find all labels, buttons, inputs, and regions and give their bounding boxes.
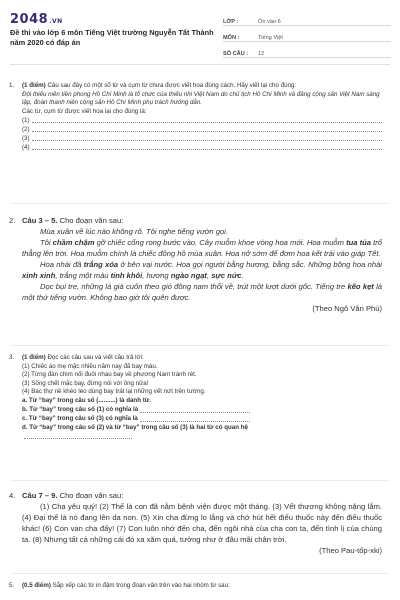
question-3 bbox=[9, 354, 382, 441]
blank-label: (3) bbox=[22, 134, 30, 142]
document-title: Đề thi vào lớp 6 môn Tiếng Việt trường Nguyễn Tất Thành năm 2020 có đáp án bbox=[10, 28, 214, 47]
info-label: LỚP : bbox=[223, 19, 239, 25]
info-label: MÔN : bbox=[223, 35, 240, 41]
dotted-line bbox=[140, 406, 250, 413]
question-instruction: Các từ, cụm từ được viết hoa lại cho đúng là: bbox=[22, 107, 147, 115]
question-heading: Câu 3 – 5. bbox=[22, 216, 58, 225]
answer-line-3[interactable] bbox=[22, 134, 382, 143]
info-row-count bbox=[223, 46, 391, 58]
passage: (1) Cha yêu quý! (2) Thế là con đã nằm bệnh viện được một tháng. (3) Vết thương không nặng lắm. (4) Đại thể là nó đang lên da non. (5) Xin cha đừng lo lắng và chớ hút hết điếu thuốc này đến điếu thuốc khác! (6) Con van cha đấy! (7) Con luôn nhớ đến cha, đến ngôi nhà của cha con ta, đến tình lị của chúng ta. (8) Nhưng tất cả những cái đó xa xăm quá, tưởng như ở đâu mãi chân trời. bbox=[22, 502, 382, 544]
info-row-subject bbox=[223, 30, 391, 42]
blank-label: (2) bbox=[22, 125, 30, 133]
info-value: 12 bbox=[258, 51, 265, 57]
info-label: SỐ CÂU : bbox=[223, 51, 249, 57]
dotted-line bbox=[32, 134, 382, 141]
header-divider bbox=[10, 64, 390, 65]
passage-paragraph-3 bbox=[22, 259, 382, 281]
sub-a-text-end: ) là danh từ. bbox=[115, 396, 151, 404]
sub-d-answer-line[interactable] bbox=[22, 432, 132, 441]
dotted-line bbox=[24, 432, 132, 439]
sub-a-text: a. Từ “bay” trong câu số ( bbox=[22, 396, 99, 404]
passage-text: Tôi bbox=[40, 238, 53, 247]
passage-text: là một thứ tiếng vườn. Không bao giờ tôi quên được. bbox=[22, 282, 383, 302]
highlighted-word: chầm chậm bbox=[52, 238, 95, 247]
answer-line-1[interactable] bbox=[22, 116, 382, 125]
sentence-2: (2) Từng đàn chim nối đuôi nhau bay về phương Nam tránh rét. bbox=[22, 371, 197, 379]
question-heading-rest: Cho đoạn văn sau: bbox=[57, 491, 124, 500]
dotted-line bbox=[32, 125, 382, 132]
site-logo[interactable] bbox=[10, 12, 63, 27]
answer-line-4[interactable] bbox=[22, 143, 382, 152]
passage-paragraph-1: Mùa xuân về lúc nào không rõ. Tôi nghe tiếng vườn gọi. bbox=[40, 227, 228, 236]
question-prompt: Sắp xếp các từ in đậm trong đoạn văn trên vào hai nhóm từ sau: bbox=[50, 582, 230, 589]
sub-question-d: d. Từ “bay” trong câu số (2) và từ “bay” trong câu số (3) là hai từ có quan hệ bbox=[22, 423, 248, 431]
logo-main: 2048 bbox=[10, 12, 49, 27]
sub-question-c[interactable] bbox=[22, 415, 382, 424]
passage-text: , bbox=[206, 271, 212, 280]
sub-question-a bbox=[22, 397, 382, 406]
question-points: (1 điểm) bbox=[22, 354, 46, 361]
sub-b-text: b. Từ “bay” trong câu số (1) có nghĩa là bbox=[22, 405, 139, 413]
dotted-line bbox=[32, 116, 382, 123]
question-heading: Câu 7 – 9. bbox=[22, 491, 58, 500]
question-5 bbox=[9, 582, 382, 591]
passage-text: Dọc bụi tre, những lá già cuốn theo gió đông nam thổi về, trút một lượt dưới gốc. Tiếng tre bbox=[40, 282, 348, 291]
blank-label: (4) bbox=[22, 143, 30, 151]
highlighted-word: trắng xóa bbox=[83, 260, 119, 269]
highlighted-word: xinh xinh bbox=[22, 271, 56, 280]
passage-text: ở bên vại nước. Hoa gọi người bằng hương, bằng sắc. Những bông hoa nhài bbox=[118, 260, 382, 269]
question-divider bbox=[10, 480, 390, 481]
question-number: 1. bbox=[9, 82, 15, 89]
sub-question-b[interactable] bbox=[22, 406, 382, 415]
passage-source: (Theo Ngô Văn Phú) bbox=[312, 304, 382, 313]
sentence-4: (4) Bác thợ nề khéo léo dùng bay trát lại những vết nứt trên tường. bbox=[22, 388, 206, 396]
sub-c-text: c. Từ “bay” trong câu số (3) có nghĩa là bbox=[22, 414, 138, 422]
question-1 bbox=[9, 82, 382, 152]
passage-text: . bbox=[241, 271, 244, 280]
sentence-3: (3) Sống chết mặc bay, đừng nói với ông nữa! bbox=[22, 379, 149, 387]
sentence-1: (1) Chiếc áo mẹ mặc nhiều năm nay đã bay màu. bbox=[22, 362, 158, 370]
passage-text: , hương bbox=[142, 271, 171, 280]
dotted-line bbox=[32, 143, 382, 150]
question-prompt: Câu sau đây có một số từ và cụm từ chưa được viết hoa đúng cách. Hãy viết lại cho đúng: bbox=[45, 82, 297, 89]
question-prompt: Đọc các câu sau và viết câu trả lời: bbox=[45, 354, 144, 361]
passage-paragraph-4 bbox=[22, 281, 382, 303]
question-divider bbox=[10, 203, 390, 204]
passage-text: trổ thẳng lên trời. Hoa muỗm chính là chiếc đồng hồ mùa xuân. Hoa nở sớm để đơm hoa kết trái vào giáp Tết. bbox=[22, 238, 382, 258]
question-number: 5. bbox=[9, 582, 15, 589]
question-points: (1 điểm) bbox=[22, 82, 46, 89]
info-row-class bbox=[223, 14, 391, 26]
info-value: Tiếng Việt bbox=[258, 35, 283, 41]
question-divider bbox=[10, 573, 390, 574]
passage-source: (Theo Pau-tốp-xki) bbox=[319, 546, 382, 555]
dotted-line bbox=[140, 415, 250, 422]
question-heading-rest: Cho đoạn văn sau: bbox=[57, 216, 124, 225]
passage-text: gỡ chiếc cổng rong bước vào. Cây muỗm khoe vòng hoa mới. Hoa muỗm bbox=[94, 238, 347, 247]
passage-text: , trắng một màu bbox=[55, 271, 111, 280]
question-4 bbox=[9, 490, 382, 556]
question-2 bbox=[9, 215, 383, 314]
question-divider bbox=[10, 345, 390, 346]
question-passage: Đội thiếu niên tiền phong Hồ Chí Minh là tổ chức của thiếu nhi Việt Nam do chủ tịch Hồ Chí Minh và đảng cộng sản Việt Nam sáng lập, đoàn thanh niên cộng sản Hồ Chí Minh phụ trách hướng dẫn. bbox=[22, 90, 380, 107]
info-box bbox=[223, 14, 391, 62]
logo-suffix: .VN bbox=[49, 18, 63, 25]
blank-label: (1) bbox=[22, 116, 30, 124]
question-number: 2. bbox=[9, 216, 16, 225]
highlighted-word: ngào ngạt bbox=[170, 271, 207, 280]
highlighted-word: tinh khôi bbox=[110, 271, 143, 280]
sub-a-blank[interactable]: .......... bbox=[98, 396, 116, 404]
header bbox=[0, 0, 400, 62]
question-number: 4. bbox=[9, 491, 16, 500]
info-value: Ôn vào 6 bbox=[258, 19, 281, 25]
highlighted-word: kẽo kẹt bbox=[347, 282, 374, 291]
highlighted-word: sực nức bbox=[211, 271, 242, 280]
question-points: (0.5 điểm) bbox=[22, 582, 51, 589]
passage-paragraph-2 bbox=[22, 237, 382, 259]
question-number: 3. bbox=[9, 354, 15, 361]
highlighted-word: tua tủa bbox=[346, 238, 372, 247]
passage-text: Hoa nhài đã bbox=[40, 260, 84, 269]
answer-line-2[interactable] bbox=[22, 125, 382, 134]
